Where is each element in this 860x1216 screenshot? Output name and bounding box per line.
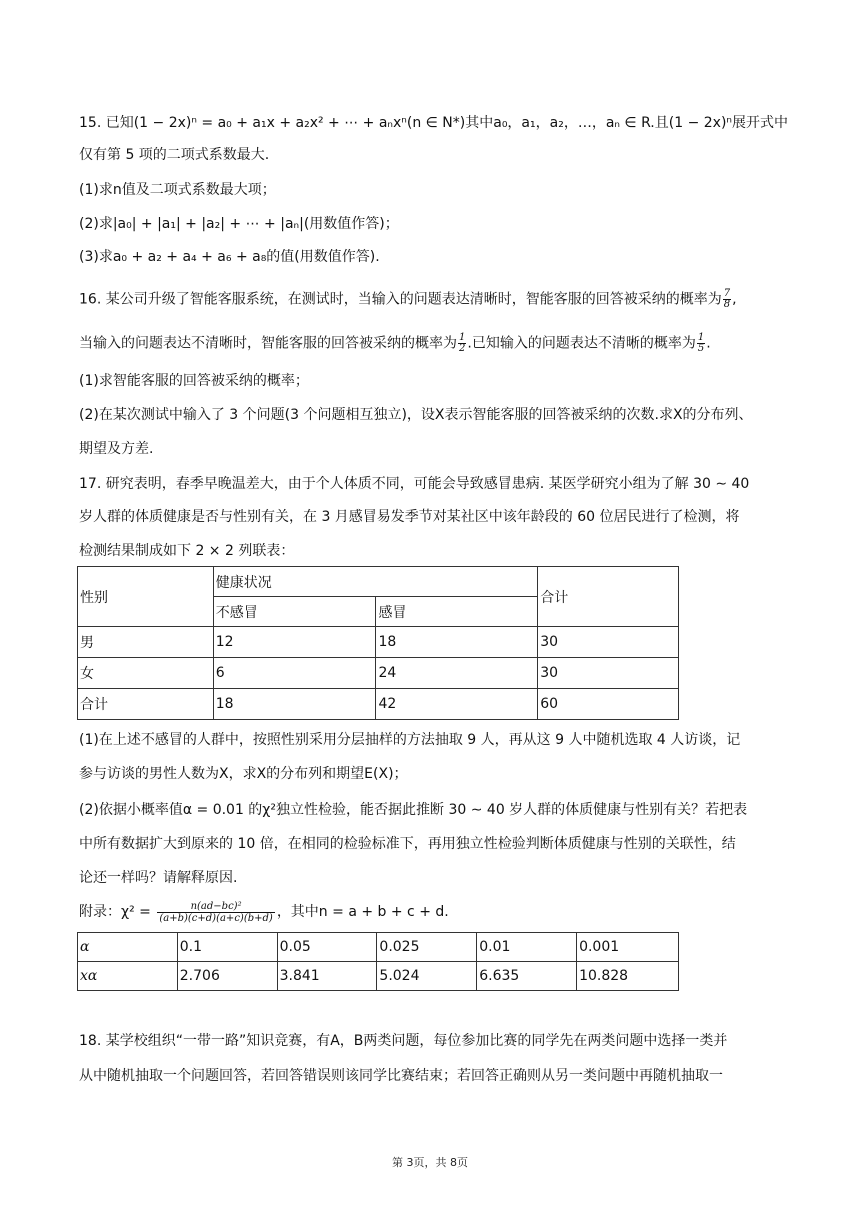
q18-line1: 18. 某学校组织“一带一路”知识竞赛，有A，B两类问题，每位参加比赛的同学先在两类问题中选择一类并 — [79, 1033, 728, 1049]
fraction-denominator: 8 — [723, 299, 731, 310]
critical-value: 2.706 — [177, 962, 277, 991]
alpha-value: 0.01 — [477, 933, 577, 962]
q16-part1: (1)求智能客服的回答被采纳的概率； — [79, 373, 309, 389]
q15-line1: 15. 已知(1 − 2x)ⁿ = a₀ + a₁x + a₂x² + ⋯ + aₙxⁿ(n ∈ N*)其中a₀，a₁，a₂，…，aₙ ∈ R.且(1 − 2x)ⁿ展开式中 — [79, 115, 788, 131]
header-no-cold: 不感冒 — [213, 597, 376, 627]
q16-line1-end: , — [732, 291, 737, 308]
table-row — [78, 658, 679, 689]
q17-line1: 17. 研究表明，春季早晚温差大，由于个人体质不同，可能会导致感冒患病. 某医学研究小组为了解 30 ∼ 40 — [79, 476, 750, 492]
cell-cold: 24 — [376, 658, 538, 689]
fraction-denominator: (a+b)(c+d)(a+c)(b+d) — [159, 912, 273, 924]
critical-label: xα — [78, 962, 178, 991]
q15-part3: (3)求a₀ + a₂ + a₄ + a₆ + a₈的值(用数值作答). — [79, 249, 380, 265]
q17-line2: 岁人群的体质健康是否与性别有关，在 3 月感冒易发季节对某社区中该年龄段的 60 位居民进行了检测，将 — [79, 509, 740, 525]
q16-line2-mid: .已知输入的问题表达不清晰的概率为 — [467, 335, 696, 352]
cell-total: 30 — [538, 658, 679, 689]
fraction — [723, 289, 731, 310]
q15-part2: (2)求|a₀| + |a₁| + |a₂| + ⋯ + |aₙ|(用数值作答)； — [79, 216, 399, 232]
header-gender: 性别 — [78, 567, 214, 627]
alpha-value: 0.001 — [577, 933, 679, 962]
alpha-value: 0.1 — [177, 933, 277, 962]
q16-line2-end: . — [706, 335, 711, 352]
appendix-formula — [79, 900, 795, 924]
contingency-table — [77, 566, 679, 720]
appendix-suffix: ，其中n = a + b + c + d. — [276, 904, 449, 920]
chi-square-fraction — [157, 901, 274, 924]
critical-value: 5.024 — [377, 962, 477, 991]
q15-line2: 仅有第 5 项的二项式系数最大. — [79, 147, 270, 163]
q17-part2-line3: 论还一样吗？请解释原因. — [79, 870, 238, 886]
cell-no-cold: 18 — [213, 689, 376, 720]
table-row — [78, 933, 679, 962]
fraction-denominator: 5 — [697, 343, 705, 354]
table-row — [78, 689, 679, 720]
critical-value: 3.841 — [277, 962, 377, 991]
cell-no-cold: 6 — [213, 658, 376, 689]
alpha-value: 0.05 — [277, 933, 377, 962]
q16-part2-line1: (2)在某次测试中输入了 3 个问题(3 个问题相互独立)，设X表示智能客服的回答被采纳的次数.求X的分布列、 — [79, 407, 753, 423]
cell-no-cold: 12 — [213, 627, 376, 658]
page-footer: 第 3页，共 8页 — [392, 1156, 468, 1169]
q17-line3: 检测结果制成如下 2 × 2 列联表： — [79, 543, 295, 559]
critical-value: 10.828 — [577, 962, 679, 991]
alpha-value: 0.025 — [377, 933, 477, 962]
row-label: 女 — [78, 658, 214, 689]
fraction-numerator: n(ad−bc)² — [157, 901, 274, 913]
header-cold: 感冒 — [376, 597, 538, 627]
cell-cold: 18 — [376, 627, 538, 658]
cell-total: 30 — [538, 627, 679, 658]
row-label: 合计 — [78, 689, 214, 720]
q17-part1-line2: 参与访谈的男性人数为X，求X的分布列和期望E(X)； — [79, 766, 408, 782]
cell-cold: 42 — [376, 689, 538, 720]
q17-part2-line2: 中所有数据扩大到原来的 10 倍，在相同的检验标准下，再用独立性检验判断体质健康与性别的关联性，结 — [79, 836, 736, 852]
q16-line2 — [79, 333, 795, 354]
row-label: 男 — [78, 627, 214, 658]
q17-part1-line1: (1)在上述不感冒的人群中，按照性别采用分层抽样的方法抽取 9 人，再从这 9 人中随机选取 4 人访谈，记 — [79, 732, 741, 748]
fraction-numerator: 7 — [723, 288, 731, 299]
cell-total: 60 — [538, 689, 679, 720]
q18-line2: 从中随机抽取一个问题回答，若回答错误则该同学比赛结束；若回答正确则从另一类问题中再随机抽取一 — [79, 1068, 723, 1084]
header-health: 健康状况 — [213, 567, 537, 597]
fraction-denominator: 2 — [459, 343, 466, 354]
critical-value-table — [77, 932, 679, 991]
fraction — [458, 333, 466, 354]
q16-line1 — [79, 289, 795, 310]
q16-part2-line2: 期望及方差. — [79, 441, 154, 457]
fraction — [697, 333, 705, 354]
critical-value: 6.635 — [477, 962, 577, 991]
appendix-prefix: 附录：χ² = — [79, 904, 156, 920]
q15-part1: (1)求n值及二项式系数最大项； — [79, 182, 276, 198]
table-row — [78, 962, 679, 991]
header-total: 合计 — [538, 567, 679, 627]
q16-line2-text: 当输入的问题表达不清晰时，智能客服的回答被采纳的概率为 — [79, 335, 457, 352]
alpha-label: α — [78, 933, 178, 962]
q16-line1-text: 16. 某公司升级了智能客服系统，在测试时，当输入的问题表达清晰时，智能客服的回答被采纳的概率为 — [79, 291, 722, 308]
fraction-numerator: 1 — [459, 332, 466, 343]
q17-part2-line1: (2)依据小概率值α = 0.01 的χ²独立性检验，能否据此推断 30 ∼ 40 岁人群的体质健康与性别有关？若把表 — [79, 802, 748, 818]
table-row — [78, 627, 679, 658]
fraction-numerator: 1 — [697, 332, 705, 343]
